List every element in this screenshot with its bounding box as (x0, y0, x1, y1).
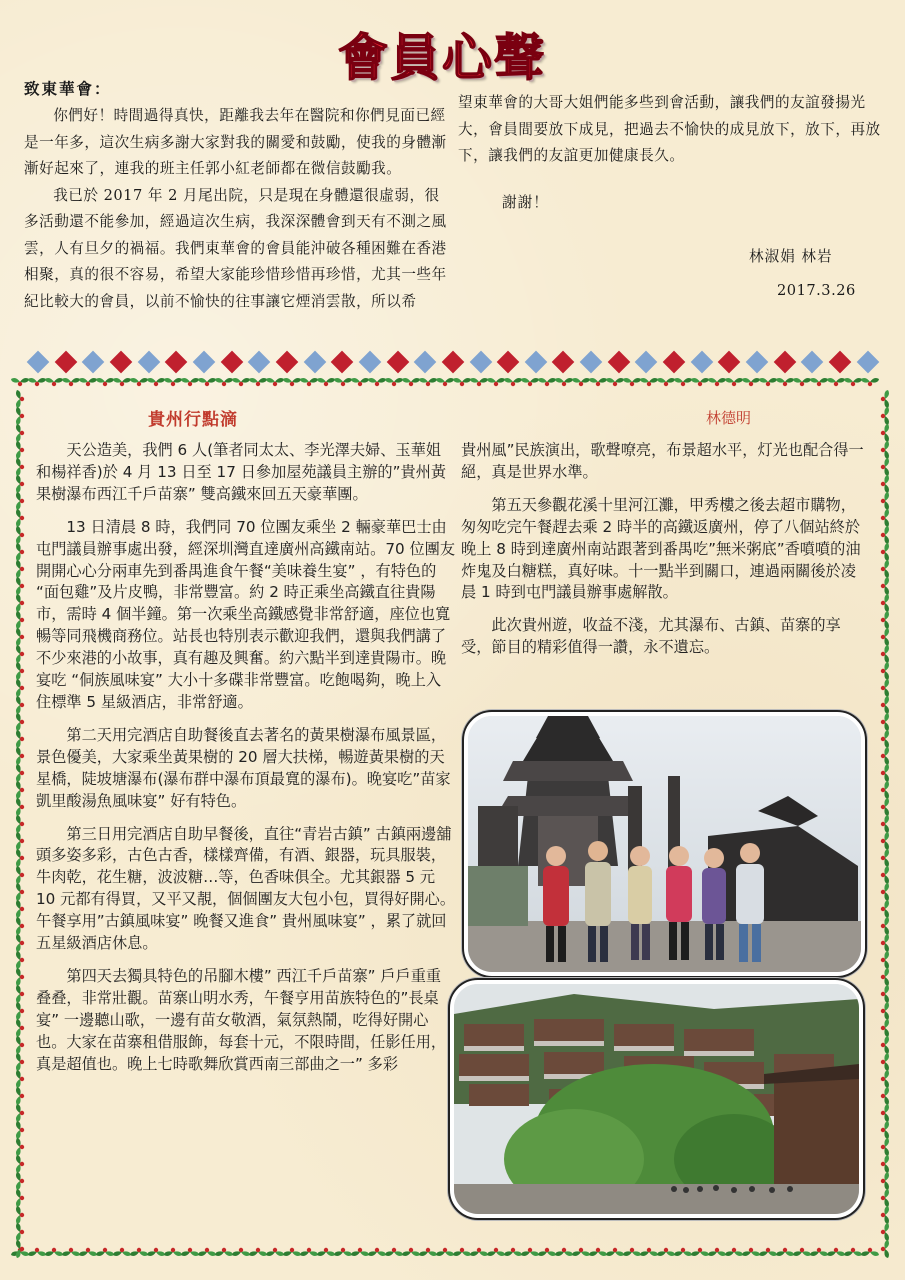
holly-sprig-icon (368, 1248, 386, 1256)
article-paragraph-2: 13 日清晨 8 時，我們同 70 位團友乘坐 2 輛豪華巴士由屯門議員辦事處出發，經深圳灣直達廣州高鐵南站。70 位團友開開心心分兩車先到番禺進食午餐“美味養生宴” ，有特色的 “面包雞”及片皮鴨，非常豐富。約 2 時正乘坐高鐵直往貴陽市，需時 4 個半鐘。第一次乘坐高鐵感覺非常舒適，座位也寬暢等同飛機商務位。站長也特別表示歡迎我們，還與我們講了不少來港的小故事，真有趣及興奮。約六點半到達貴陽市。晚宴吃 “侗族風味宴” 大小十多碟非常豐富。吃飽喝夠，晚上入住標準 5 星級酒店，非常舒適。 (36, 517, 456, 711)
holly-sprig-icon (881, 951, 889, 969)
holly-sprig-icon (16, 1138, 24, 1156)
holly-sprig-icon (504, 1248, 522, 1256)
diamond-ornament (801, 351, 824, 374)
diamond-ornament (524, 351, 547, 374)
diamond-ornament (635, 351, 658, 374)
holly-sprig-icon (16, 594, 24, 612)
holly-sprig-icon (181, 378, 199, 386)
holly-sprig-icon (300, 378, 318, 386)
holly-sprig-icon (776, 1248, 794, 1256)
holly-sprig-icon (16, 458, 24, 476)
holly-sprig-icon (881, 696, 889, 714)
holly-sprig-icon (266, 1248, 284, 1256)
diamond-ornament (54, 351, 77, 374)
holly-sprig-icon (16, 1172, 24, 1190)
holly-sprig-icon (16, 628, 24, 646)
holly-sprig-icon (776, 378, 794, 386)
holly-sprig-icon (16, 543, 24, 561)
holly-sprig-icon (317, 378, 335, 386)
letter-thanks: 謝謝！ (502, 194, 549, 211)
holly-sprig-icon (657, 1248, 675, 1256)
holly-sprig-icon (881, 1206, 889, 1224)
holly-sprig-icon (16, 1223, 24, 1241)
holly-sprig-icon (16, 492, 24, 510)
holly-sprig-icon (16, 645, 24, 663)
diamond-ornament (718, 351, 741, 374)
holly-sprig-icon (881, 900, 889, 918)
holly-sprig-icon (16, 390, 24, 408)
holly-sprig-icon (793, 1248, 811, 1256)
holly-sprig-icon (28, 1248, 46, 1256)
holly-sprig-icon (79, 378, 97, 386)
holly-sprig-icon (881, 509, 889, 527)
holly-sprig-icon (249, 1248, 267, 1256)
holly-sprig-icon (881, 815, 889, 833)
diamond-ornament (276, 351, 299, 374)
holly-sprig-icon (16, 934, 24, 952)
holly-sprig-icon (16, 781, 24, 799)
diamond-ornament (746, 351, 769, 374)
holly-sprig-icon (861, 1248, 879, 1256)
holly-sprig-icon (881, 611, 889, 629)
diamond-ornament (303, 351, 326, 374)
village-hillside-photo (450, 980, 863, 1218)
holly-sprig-icon (16, 1053, 24, 1071)
holly-sprig-icon (538, 378, 556, 386)
diamond-ornament (580, 351, 603, 374)
holly-sprig-icon (881, 849, 889, 867)
holly-sprig-icon (351, 1248, 369, 1256)
holly-sprig-icon (881, 1121, 889, 1139)
holly-sprig-icon (793, 378, 811, 386)
article-paragraph-3: 第二天用完酒店自助餐後直去著名的黃果樹瀑布風景區，景色優美，大家乘坐黃果樹的 20 層大扶梯，暢遊黃果樹的天星橋，陡坡塘瀑布(瀑布群中瀑布頂最寬的瀑布)。晚宴吃”苗家凱里酸湯魚風味宴” 好有特色。 (36, 725, 451, 810)
holly-sprig-icon (300, 1248, 318, 1256)
holly-sprig-icon (419, 1248, 437, 1256)
holly-sprig-icon (62, 378, 80, 386)
holly-sprig-icon (487, 378, 505, 386)
holly-sprig-icon (881, 781, 889, 799)
holly-sprig-icon (521, 378, 539, 386)
holly-sprig-icon (881, 662, 889, 680)
holly-sprig-icon (130, 1248, 148, 1256)
holly-sprig-icon (881, 577, 889, 595)
holly-sprig-icon (45, 1248, 63, 1256)
holly-sprig-icon (572, 1248, 590, 1256)
holly-sprig-icon (16, 509, 24, 527)
holly-sprig-icon (16, 713, 24, 731)
diamond-ornament (110, 351, 133, 374)
holly-sprig-icon (164, 1248, 182, 1256)
diamond-ornament (690, 351, 713, 374)
holly-sprig-icon (742, 1248, 760, 1256)
holly-sprig-icon (283, 378, 301, 386)
holly-sprig-icon (589, 378, 607, 386)
holly-sprig-icon (555, 1248, 573, 1256)
holly-sprig-icon (504, 378, 522, 386)
article-author: 林德明 (706, 409, 752, 427)
holly-sprig-icon (436, 1248, 454, 1256)
holly-sprig-icon (470, 1248, 488, 1256)
diamond-ornament (248, 351, 271, 374)
holly-sprig-icon (215, 378, 233, 386)
holly-sprig-icon (881, 1223, 889, 1241)
holly-sprig-icon (742, 378, 760, 386)
holly-sprig-icon (725, 378, 743, 386)
article-paragraph-5: 第四天去獨具特色的吊腳木樓” 西江千戶苗寨” 戶戶重重叠叠，非常壯觀。苗寨山明水秀，午餐亨用苗族特色的”長桌宴” 一邊聽山歌，一邊有苗女敬酒，氣氛熱鬧，吃得好開心也。大家在苗寨租借服飾，每套十元，不限時間，任影任用，真是超值也。晚上七時歌舞欣賞西南三部曲之一” 多彩 (36, 966, 447, 1073)
article-paragraph-6: 第五天參觀花溪十里河江灘，甲秀樓之後去超市購物，匆匆吃完午餐趕去乘 2 時半的高鐵返廣州，停了八個站終於晚上 8 時到達廣州南站跟著到番禺吃”無米粥底”香噴噴的油炸鬼及白糖糕，真好味。十一點半到關口，連過兩關後於凌晨 1 時到屯門議員辦事處解散。 (461, 495, 861, 602)
letter-paragraph-1: 你們好！時間過得真快，距離我去年在醫院和你們見面已經是一年多，這次生病多謝大家對我的關愛和鼓勵，使我的身體漸漸好起來了，連我的班主任郭小紅老師都在微信鼓勵我。 (24, 107, 447, 177)
holly-sprig-icon (198, 378, 216, 386)
holly-sprig-icon (79, 1248, 97, 1256)
page-title: 會員心聲 (338, 29, 546, 87)
holly-sprig-icon (16, 679, 24, 697)
group-photo-drum-tower (464, 712, 865, 976)
holly-sprig-icon (16, 407, 24, 425)
diamond-ornament (82, 351, 105, 374)
holly-sprig-icon (16, 1070, 24, 1088)
holly-sprig-icon (572, 378, 590, 386)
holly-sprig-icon (881, 424, 889, 442)
holly-sprig-icon (759, 1248, 777, 1256)
holly-sprig-icon (881, 764, 889, 782)
holly-sprig-icon (881, 1036, 889, 1054)
holly-sprig-icon (16, 1002, 24, 1020)
holly-sprig-icon (334, 1248, 352, 1256)
holly-sprig-icon (16, 764, 24, 782)
holly-sprig-icon (16, 560, 24, 578)
diamond-ornament (829, 351, 852, 374)
holly-sprig-icon (232, 378, 250, 386)
holly-sprig-icon (45, 378, 63, 386)
holly-sprig-icon (453, 378, 471, 386)
holly-sprig-icon (16, 951, 24, 969)
holly-sprig-icon (16, 1036, 24, 1054)
holly-sprig-icon (674, 378, 692, 386)
holly-sprig-icon (147, 378, 165, 386)
diamond-ornament (386, 351, 409, 374)
holly-sprig-icon (164, 378, 182, 386)
letter-paragraph-2: 我已於 2017 年 2 月尾出院，只是現在身體還很虛弱，很多活動還不能參加，經過這次生病，我深深體會到天有不測之風雲，人有旦夕的禍福。我們東華會的會員能沖破各種困難在香港相聚，真的很不容易，希望大家能珍惜珍惜再珍惜，尤其一些年紀比較大的會員，以前不愉快的往事讓它煙消雲散，所以希 (24, 186, 447, 310)
article-paragraph-5-continued: 貴州風”民族演出，歌聲嘹亮，布景超水平，灯光也配合得一絕，真是世界水準。 (461, 441, 864, 481)
holly-sprig-icon (16, 730, 24, 748)
diamond-ornament (165, 351, 188, 374)
holly-sprig-icon (283, 1248, 301, 1256)
holly-sprig-icon (881, 1002, 889, 1020)
holly-sprig-icon (453, 1248, 471, 1256)
holly-sprig-icon (215, 1248, 233, 1256)
holly-sprig-icon (113, 378, 131, 386)
holly-sprig-icon (881, 1053, 889, 1071)
holly-sprig-icon (16, 1240, 24, 1258)
holly-sprig-icon (16, 883, 24, 901)
holly-sprig-icon (881, 968, 889, 986)
holly-sprig-icon (232, 1248, 250, 1256)
holly-sprig-icon (674, 1248, 692, 1256)
holly-sprig-icon (266, 378, 284, 386)
holly-sprig-icon (623, 1248, 641, 1256)
article-paragraph-7: 此次貴州遊，收益不淺，尤其瀑布、古鎮、苗寨的享受，節目的精彩值得一讚，永不遺忘。 (461, 616, 841, 657)
holly-sprig-icon (725, 1248, 743, 1256)
holly-sprig-icon (881, 866, 889, 884)
holly-sprig-icon (16, 900, 24, 918)
holly-sprig-icon (249, 378, 267, 386)
holly-sprig-icon (28, 378, 46, 386)
holly-sprig-icon (881, 1155, 889, 1173)
holly-sprig-icon (881, 407, 889, 425)
holly-sprig-icon (96, 1248, 114, 1256)
diamond-ornament (469, 351, 492, 374)
holly-sprig-icon (881, 1138, 889, 1156)
holly-sprig-icon (827, 1248, 845, 1256)
holly-sprig-icon (881, 560, 889, 578)
holly-sprig-icon (881, 934, 889, 952)
holly-sprig-icon (385, 1248, 403, 1256)
holly-sprig-icon (16, 1121, 24, 1139)
diamond-divider (30, 350, 876, 374)
holly-sprig-icon (16, 832, 24, 850)
article-paragraph-1: 天公造美，我們 6 人(筆者同太太、李光澤夫婦、玉華姐和楊祥香)於 4 月 13 日至 17 日參加屋苑議員主辦的”貴州黃果樹瀑布西江千戶苗寨” 雙高鐵來回五天豪華團。 (36, 441, 447, 503)
holly-sprig-icon (130, 378, 148, 386)
holly-sprig-icon (881, 458, 889, 476)
letter-signature: 林淑娟 林岩 (749, 248, 833, 265)
diamond-ornament (137, 351, 160, 374)
holly-sprig-icon (402, 378, 420, 386)
holly-sprig-icon (759, 378, 777, 386)
holly-sprig-icon (881, 917, 889, 935)
holly-sprig-icon (16, 747, 24, 765)
holly-sprig-icon (16, 662, 24, 680)
holly-sprig-icon (881, 645, 889, 663)
holly-sprig-icon (881, 747, 889, 765)
letter-greeting: 致東華會： (24, 79, 112, 98)
holly-sprig-icon (861, 378, 879, 386)
diamond-ornament (607, 351, 630, 374)
holly-sprig-icon (881, 1104, 889, 1122)
letter-column-left (24, 103, 450, 335)
holly-sprig-icon (16, 1087, 24, 1105)
holly-sprig-icon (487, 1248, 505, 1256)
holly-sprig-icon (147, 1248, 165, 1256)
holly-sprig-icon (198, 1248, 216, 1256)
diamond-ornament (331, 351, 354, 374)
diamond-ornament (442, 351, 465, 374)
holly-sprig-icon (881, 832, 889, 850)
holly-sprig-icon (623, 378, 641, 386)
holly-sprig-icon (555, 378, 573, 386)
holly-sprig-icon (16, 815, 24, 833)
holly-sprig-icon (657, 378, 675, 386)
holly-sprig-icon (881, 390, 889, 408)
holly-sprig-icon (16, 1104, 24, 1122)
holly-sprig-icon (16, 475, 24, 493)
diamond-ornament (663, 351, 686, 374)
holly-sprig-icon (16, 696, 24, 714)
holly-sprig-icon (16, 1155, 24, 1173)
holly-sprig-icon (16, 798, 24, 816)
holly-sprig-icon (317, 1248, 335, 1256)
holly-sprig-icon (881, 1189, 889, 1207)
diamond-ornament (414, 351, 437, 374)
diamond-ornament (773, 351, 796, 374)
holly-sprig-icon (16, 849, 24, 867)
diamond-ornament (359, 351, 382, 374)
holly-sprig-icon (16, 968, 24, 986)
holly-sprig-icon (96, 378, 114, 386)
holly-sprig-icon (11, 378, 29, 386)
holly-sprig-icon (640, 1248, 658, 1256)
holly-sprig-icon (881, 730, 889, 748)
holly-sprig-icon (881, 883, 889, 901)
article-title: 貴州行點滴 (148, 410, 238, 430)
holly-sprig-icon (881, 628, 889, 646)
holly-sprig-icon (16, 577, 24, 595)
holly-sprig-icon (436, 378, 454, 386)
holly-sprig-icon (181, 1248, 199, 1256)
letter-date: 2017.3.26 (777, 282, 856, 299)
diamond-ornament (193, 351, 216, 374)
holly-sprig-icon (538, 1248, 556, 1256)
holly-sprig-icon (881, 1240, 889, 1258)
diamond-ornament (497, 351, 520, 374)
holly-sprig-icon (470, 378, 488, 386)
holly-sprig-icon (844, 378, 862, 386)
holly-sprig-icon (881, 985, 889, 1003)
diamond-ornament (27, 351, 50, 374)
holly-sprig-icon (881, 1172, 889, 1190)
holly-sprig-icon (16, 424, 24, 442)
holly-sprig-icon (521, 1248, 539, 1256)
article-paragraph-4: 第三日用完酒店自助早餐後，直往“青岩古鎮” 古鎮兩邊舖頭多姿多彩，古色古香，樣樣齊備，有酒、銀器，玩具服裝，牛肉乾，花生糖，波波糖…等，色香味俱全。尤其銀器 5 元 10 元都有得買，又平又靚，個個團友大包小包，買得好開心。午餐享用”古鎮風味宴” 晚餐又進食” 貴州風味宴” ，累了就回五星級酒店休息。 (36, 824, 456, 953)
holly-sprig-icon (810, 1248, 828, 1256)
holly-sprig-icon (881, 475, 889, 493)
holly-sprig-icon (810, 378, 828, 386)
holly-sprig-icon (881, 1070, 889, 1088)
holly-sprig-icon (827, 378, 845, 386)
letter-paragraph-2-continued: 望東華會的大哥大姐們能多些到會活動，讓我們的友誼發揚光大，會員間要放下成見，把過去不愉快的成見放下，放下，再放下，讓我們的友誼更加健康長久。 (458, 94, 881, 164)
diamond-ornament (220, 351, 243, 374)
holly-sprig-icon (419, 378, 437, 386)
holly-sprig-icon (351, 378, 369, 386)
holly-sprig-icon (708, 1248, 726, 1256)
holly-sprig-icon (16, 526, 24, 544)
holly-sprig-icon (16, 1019, 24, 1037)
holly-sprig-icon (691, 1248, 709, 1256)
holly-sprig-icon (881, 1019, 889, 1037)
holly-sprig-icon (16, 866, 24, 884)
holly-sprig-icon (16, 1206, 24, 1224)
holly-sprig-icon (881, 441, 889, 459)
diamond-ornament (856, 351, 879, 374)
holly-sprig-icon (113, 1248, 131, 1256)
holly-sprig-icon (881, 679, 889, 697)
holly-sprig-icon (16, 1189, 24, 1207)
holly-sprig-icon (881, 798, 889, 816)
holly-sprig-icon (402, 1248, 420, 1256)
holly-sprig-icon (368, 378, 386, 386)
holly-sprig-icon (881, 713, 889, 731)
holly-sprig-icon (881, 1087, 889, 1105)
holly-sprig-icon (881, 492, 889, 510)
holly-sprig-icon (844, 1248, 862, 1256)
holly-sprig-icon (606, 378, 624, 386)
holly-sprig-icon (606, 1248, 624, 1256)
holly-sprig-icon (334, 378, 352, 386)
article-column-right (461, 440, 865, 670)
holly-sprig-icon (881, 526, 889, 544)
holly-sprig-icon (385, 378, 403, 386)
holly-sprig-icon (640, 378, 658, 386)
diamond-ornament (552, 351, 575, 374)
holly-sprig-icon (881, 594, 889, 612)
holly-sprig-icon (589, 1248, 607, 1256)
holly-sprig-icon (16, 611, 24, 629)
holly-sprig-icon (62, 1248, 80, 1256)
holly-sprig-icon (16, 917, 24, 935)
holly-sprig-icon (691, 378, 709, 386)
holly-sprig-icon (881, 543, 889, 561)
holly-sprig-icon (708, 378, 726, 386)
letter-column-right (458, 90, 882, 170)
holly-sprig-icon (16, 985, 24, 1003)
holly-sprig-icon (16, 441, 24, 459)
article-column-left (36, 440, 456, 1203)
